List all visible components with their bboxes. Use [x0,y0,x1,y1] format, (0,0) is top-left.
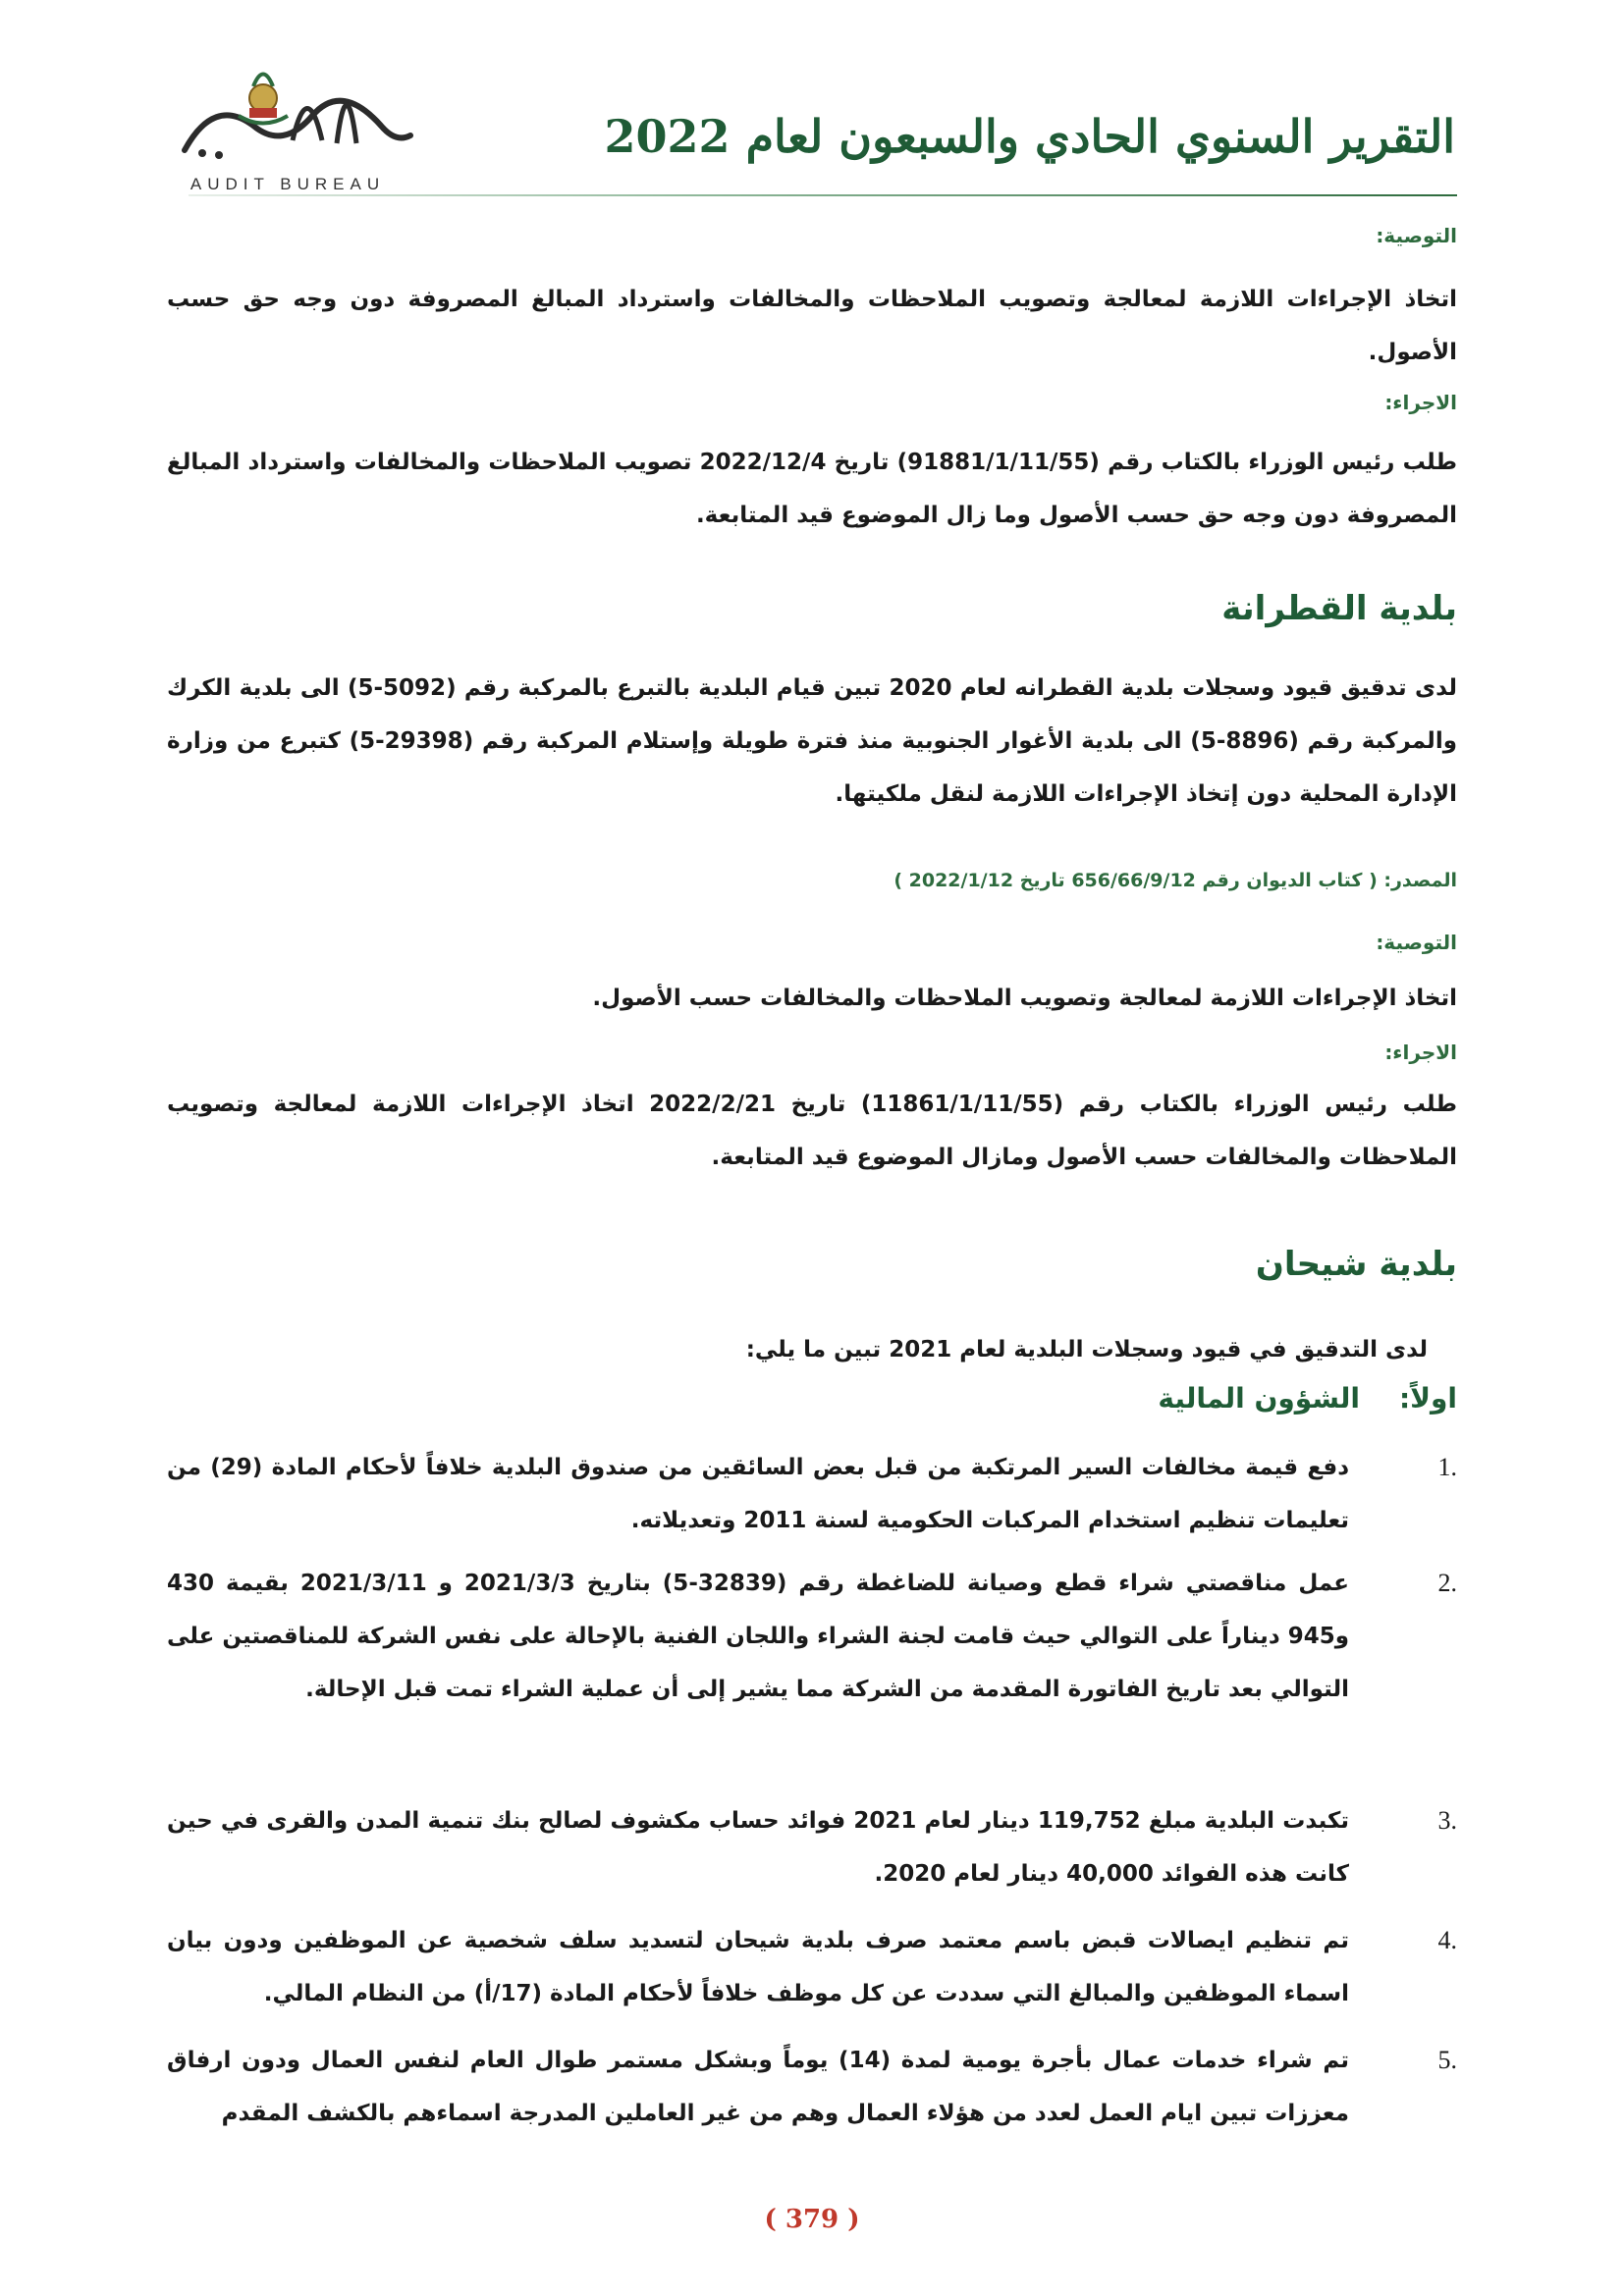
list-item [167,1441,1457,1547]
list-item-number: .4 [1437,1926,1457,1954]
subsection-heading [1158,1382,1457,1415]
page-number: ( 379 ) [764,2205,860,2234]
list-item [167,2034,1457,2140]
list-item-text: تم شراء خدمات عمال بأجرة يومية لمدة (14) يوماً وبشكل مستمر طوال العام لنفس العمال ودون ارفاق معززات تبين ايام العمل لعدد من هؤلاء العمال وهم من غير العاملين المدرجة اسماءهم بالكشف المقدم [167,2048,1349,2126]
action-label: الاجراء: [1384,391,1457,414]
section-heading-shihan: بلدية شيحان [1255,1245,1457,1284]
list-item-text: تم تنظيم ايصالات قبض باسم معتمد صرف بلدية شيحان لتسديد سلف شخصية عن الموظفين ودون بيان اسماء الموظفين والمبالغ التي سددت عن كل موظف خلافاً لأحكام المادة (17/أ) من النظام المالي. [167,1928,1349,2006]
list-item-number: .2 [1437,1569,1457,1597]
list-item-text: عمل مناقصتي شراء قطع وصيانة للضاغطة رقم (32839-5) بتاريخ 2021/3/3 و 2021/3/11 بقيمة 430 و945 ديناراً على التوالي حيث قامت لجنة الشراء واللجان الفنية بالإحالة على نفس الشركة للمناقصتين على التوالي بعد تاريخ الفاتورة المقدمة من الشركة مما يشير إلى أن عملية الشراء تمت قبل الإحالة. [167,1571,1349,1702]
action-text: طلب رئيس الوزراء بالكتاب رقم (91881/1/11/55) تاريخ 2022/12/4 تصويب الملاحظات والمخالفات واسترداد المبالغ المصروفة دون وجه حق حسب الأصول وما زال الموضوع قيد المتابعة. [167,450,1457,528]
recommendation-text: اتخاذ الإجراءات اللازمة لمعالجة وتصويب الملاحظات والمخالفات حسب الأصول. [592,986,1457,1011]
qatrana-text: لدى تدقيق قيود وسجلات بلدية القطرانه لعام 2020 تبين قيام البلدية بالتبرع بالمركبة رقم (5092-5) الى بلدية الكرك والمركبة رقم (8896-5) الى بلدية الأغوار الجنوبية منذ فترة طويلة وإستلام المركبة رقم (29398-5) كتبرع من وزارة الإدارة المحلية دون إتخاذ الإجراءات اللازمة لنقل ملكيتها. [167,675,1457,807]
recommendation-text: اتخاذ الإجراءات اللازمة لمعالجة وتصويب الملاحظات والمخالفات واسترداد المبالغ المصروفة دون وجه حق حسب الأصول. [167,287,1457,365]
list-item-number: .5 [1437,2046,1457,2074]
logo-english-text: AUDIT BUREAU [189,175,386,193]
recommendation-label: التوصية: [1376,931,1457,954]
list-item-text: دفع قيمة مخالفات السير المرتكبة من قبل بعض السائقين من صندوق البلدية خلافاً لأحكام المادة (29) من تعليمات تنظيم استخدام المركبات الحكومية لسنة 2011 وتعديلاته. [167,1455,1349,1533]
list-item-number: .3 [1437,1806,1457,1835]
action-text: طلب رئيس الوزراء بالكتاب رقم (11861/1/11/55) تاريخ 2022/2/21 اتخاذ الإجراءات اللازمة لمعالجة وتصويب الملاحظات والمخالفات حسب الأصول ومازال الموضوع قيد المتابعة. [167,1092,1457,1170]
header-divider [189,194,1457,196]
list-item [167,1557,1457,1716]
list-item-number: .1 [1437,1453,1457,1481]
subsection-title: الشؤون المالية [1158,1382,1360,1415]
list-item-text: تكبدت البلدية مبلغ 119,752 دينار لعام 2021 فوائد حساب مكشوف لصالح بنك تنمية المدن والقرى في حين كانت هذه الفوائد 40,000 دينار لعام 2020. [167,1808,1349,1887]
subsection-number: اولاً: [1398,1382,1457,1415]
recommendation-label: التوصية: [1376,224,1457,247]
list-item [167,1794,1457,1900]
list-item [167,1914,1457,2020]
section-heading-qatrana: بلدية القطرانة [1221,589,1457,628]
source-citation: المصدر: ( كتاب الديوان رقم 656/66/9/12 تاريخ 2022/1/12 ) [893,870,1457,891]
shihan-intro: لدى التدقيق في قيود وسجلات البلدية لعام 2021 تبين ما يلي: [745,1337,1428,1362]
audit-bureau-logo [145,57,430,194]
crown-emblem-icon [145,57,430,170]
report-title: التقرير السنوي الحادي والسبعون لعام 2022 [604,110,1455,163]
action-label: الاجراء: [1384,1041,1457,1064]
